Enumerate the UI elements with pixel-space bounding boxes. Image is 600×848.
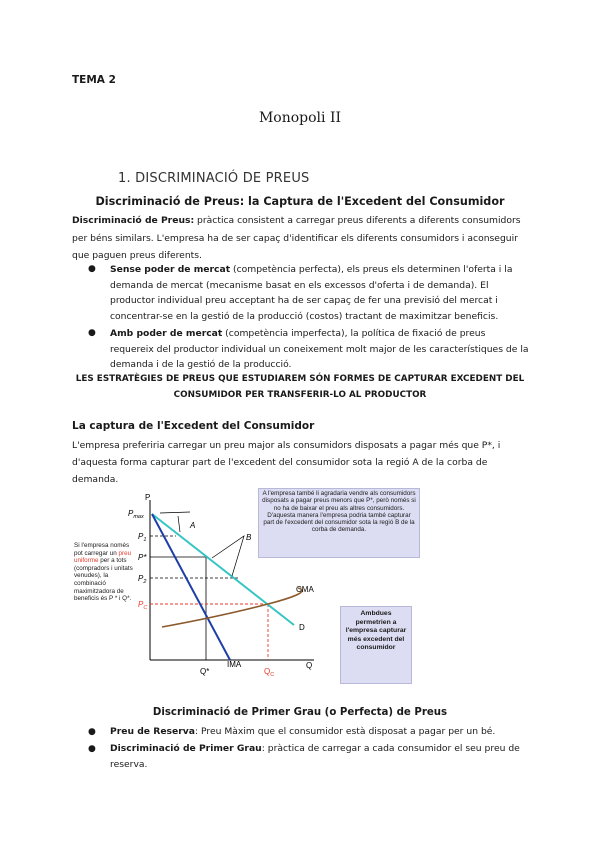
uniform-price-highlight: preu uniforme <box>74 549 132 565</box>
list-item-term: Discriminació de Primer Grau <box>110 743 262 754</box>
region-a-pointer <box>160 512 190 532</box>
list-item-text: (competència imperfecta), la política de fixació de preus requereix del productor individual un coneixement molt major de les característiques de la demanda i de la gestió de la producció. <box>110 328 529 370</box>
section-heading: 1. DISCRIMINACIÓ DE PREUS <box>118 171 310 186</box>
market-power-list <box>88 262 530 375</box>
capture-heading: La captura de l'Excedent del Consumidor <box>72 420 315 432</box>
pmax-label: $P_{max}$ <box>128 509 144 520</box>
list-item <box>88 262 530 324</box>
first-degree-heading: Discriminació de Primer Grau (o Perfecta) de Preus <box>152 707 448 718</box>
region-b-label: B <box>246 533 252 542</box>
list-item <box>88 326 530 373</box>
list-item <box>88 741 530 773</box>
definition-paragraph <box>72 212 530 265</box>
definition-term: Discriminació de Preus: <box>72 215 195 226</box>
list-item <box>88 724 530 740</box>
list-item-term: Preu de Reserva <box>110 726 195 737</box>
p1-label: $P_1$ <box>138 532 147 543</box>
marginal-revenue-curve <box>152 514 230 660</box>
region-a-label: A <box>190 521 196 530</box>
pstar-label: P* <box>138 553 147 562</box>
figure <box>72 488 532 688</box>
bullet-icon: ● <box>88 727 96 737</box>
list-item-term: Sense poder de mercat <box>110 264 231 275</box>
qstar-label: Q* <box>200 667 210 676</box>
list-item-text: : Preu Màxim que el consumidor està disposat a pagar per un bé. <box>194 726 496 737</box>
list-item-text: : pràctica de carregar a cada consumidor el seu preu de reserva. <box>110 743 520 770</box>
axis-q-label: Q <box>306 661 313 670</box>
topic-label: TEMA 2 <box>72 74 116 86</box>
marginal-cost-curve <box>162 588 302 627</box>
definition-text: pràctica consistent a carregar preus diferents a diferents consumidors per béns similars. L'empresa ha de ser capaç d'identificar els diferents consumidors i aconseguir que paguen preus diferents. <box>72 215 521 261</box>
axis-p-label: P <box>145 493 151 502</box>
demand-label: D <box>299 623 305 632</box>
bullet-icon: ● <box>88 264 96 274</box>
list-item-text: (competència perfecta), els preus els determinen l'oferta i la demanda de mercat (mecanisme basat en els excessos d'oferta i de demanda). El productor individual preu acceptant ha de ser capaç de fer una previsió del mercat i concentrar-se en la gestió de la producció (costos) tractant de maximitzar beneficis. <box>110 264 513 322</box>
section-subheading: Discriminació de Preus: la Captura de l'Excedent del Consumidor <box>95 195 505 208</box>
first-degree-list <box>88 724 530 774</box>
list-item-term: Amb poder de mercat <box>110 328 223 339</box>
cma-label: CMA <box>296 585 314 594</box>
summary-box: Ambdues permetrien a l'empresa capturar més excedent del consumidor <box>340 606 412 684</box>
ima-label: IMA <box>227 660 242 669</box>
bullet-icon: ● <box>88 328 96 338</box>
region-b-bracket <box>212 536 244 576</box>
pc-label: $P_C$ <box>138 600 148 611</box>
bullet-icon: ● <box>88 744 96 754</box>
capture-paragraph: L'empresa preferiria carregar un preu major als consumidors disposats a pagar més que P*, i d'aquesta forma capturar part de l'excedent del consumidor sota la regió A de la corba de demanda. <box>72 440 501 485</box>
strategies-note: LES ESTRATÈGIES DE PREUS QUE ESTUDIAREM SÓN FORMES DE CAPTURAR EXCEDENT DEL CONSUMIDOR PER TRANSFERIR-LO AL PRODUCTOR <box>75 374 525 400</box>
p2-label: $P_2$ <box>138 574 147 585</box>
qc-label: $Q_C$ <box>264 667 275 678</box>
uniform-price-note: Si l'empresa només pot carregar un preu uniforme per a tots (compradors i unitats venudes), la combinació maximitzadora de beneficis és P * i Q*. <box>74 542 133 603</box>
document-title: Monopoli II <box>258 110 342 126</box>
region-b-info-box: A l'empresa també li agradaria vendre als consumidors disposats a pagar preus menors que P*, però només si no ha de baixar el preu als altres consumidors. D'aquesta manera l'empresa podria també capturar part de l'excedent del consumidor sota la regió B de la corba de demanda. <box>258 488 420 558</box>
